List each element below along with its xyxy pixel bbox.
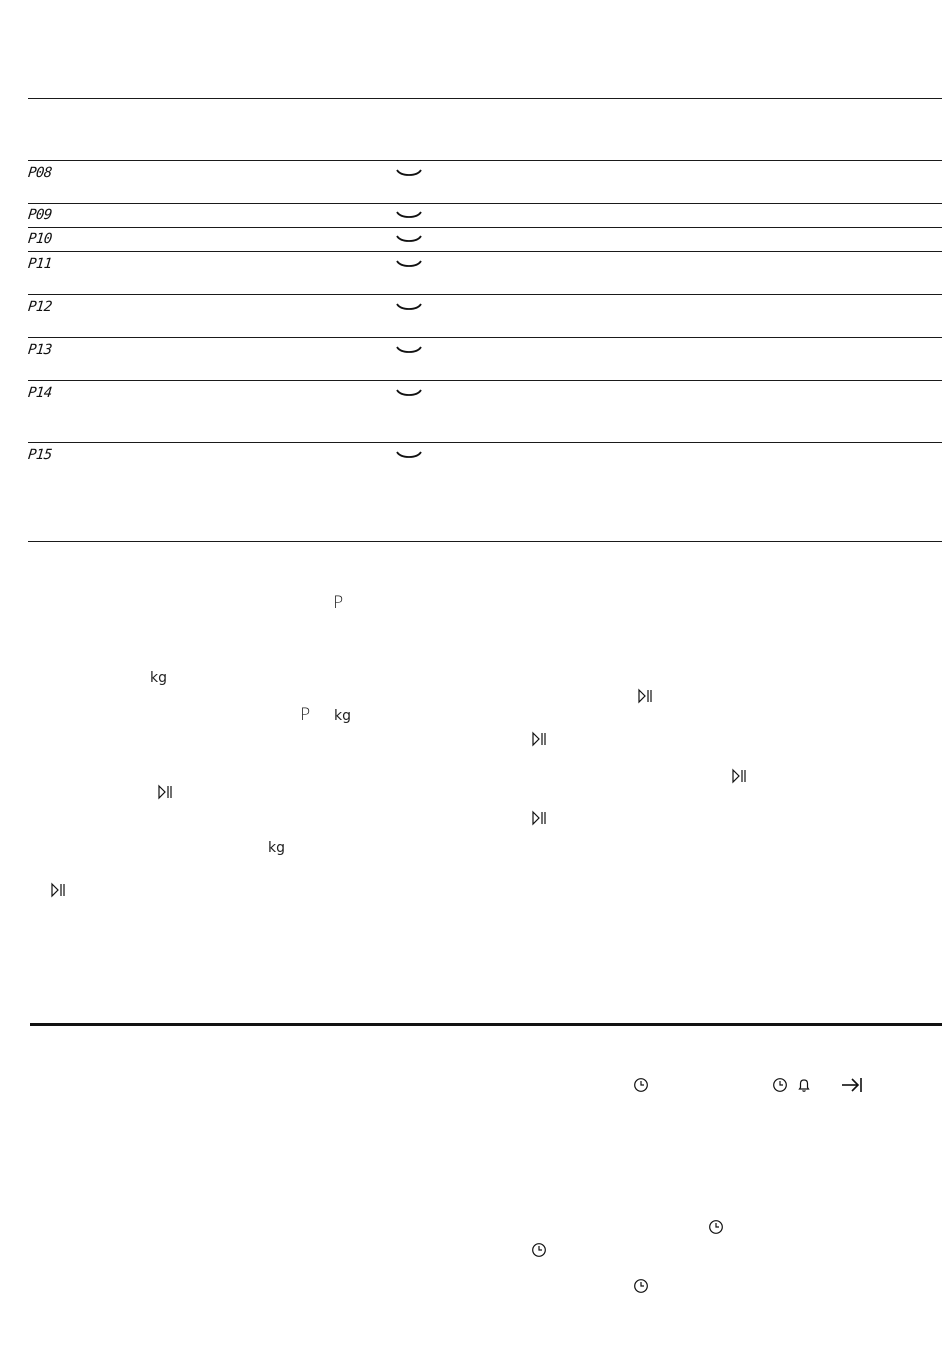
- table-header-rule: [28, 160, 942, 161]
- play-pause-icon: [157, 784, 173, 800]
- program-code-p13: P13: [27, 342, 53, 358]
- program-code-p12: P12: [27, 299, 53, 315]
- wave-icon: [396, 387, 422, 397]
- program-code-p14: P14: [27, 385, 53, 401]
- wave-icon: [396, 167, 422, 177]
- wave-icon: [396, 209, 422, 219]
- weight-symbol: kg: [334, 708, 351, 724]
- clock-icon: [772, 1077, 788, 1093]
- weight-symbol: kg: [268, 840, 285, 856]
- play-pause-icon: [637, 688, 653, 704]
- play-pause-icon: [531, 810, 547, 826]
- program-code-p10: P10: [27, 231, 53, 247]
- program-symbol: P: [300, 705, 311, 725]
- program-code-p15: P15: [27, 447, 53, 463]
- program-symbol: P: [333, 593, 344, 613]
- skip-to-end-icon: [840, 1075, 864, 1095]
- row-rule: [28, 251, 942, 252]
- row-rule: [28, 337, 942, 338]
- wave-icon: [396, 258, 422, 268]
- play-pause-icon: [531, 731, 547, 747]
- wave-icon: [396, 233, 422, 243]
- bell-icon: [796, 1077, 812, 1093]
- clock-icon: [633, 1077, 649, 1093]
- table-top-rule: [28, 98, 942, 99]
- section-divider: [30, 1023, 942, 1026]
- clock-icon: [708, 1219, 724, 1235]
- wave-icon: [396, 449, 422, 459]
- wave-icon: [396, 344, 422, 354]
- row-rule: [28, 380, 942, 381]
- program-code-p11: P11: [27, 256, 53, 272]
- weight-symbol: kg: [150, 670, 167, 686]
- program-code-p08: P08: [27, 165, 53, 181]
- row-rule: [28, 442, 942, 443]
- play-pause-icon: [731, 768, 747, 784]
- row-rule: [28, 203, 942, 204]
- play-pause-icon: [50, 882, 66, 898]
- program-code-p09: P09: [27, 207, 53, 223]
- row-rule: [28, 227, 942, 228]
- clock-icon: [531, 1242, 547, 1258]
- clock-icon: [633, 1278, 649, 1294]
- row-rule: [28, 294, 942, 295]
- wave-icon: [396, 301, 422, 311]
- table-bottom-rule: [28, 541, 942, 542]
